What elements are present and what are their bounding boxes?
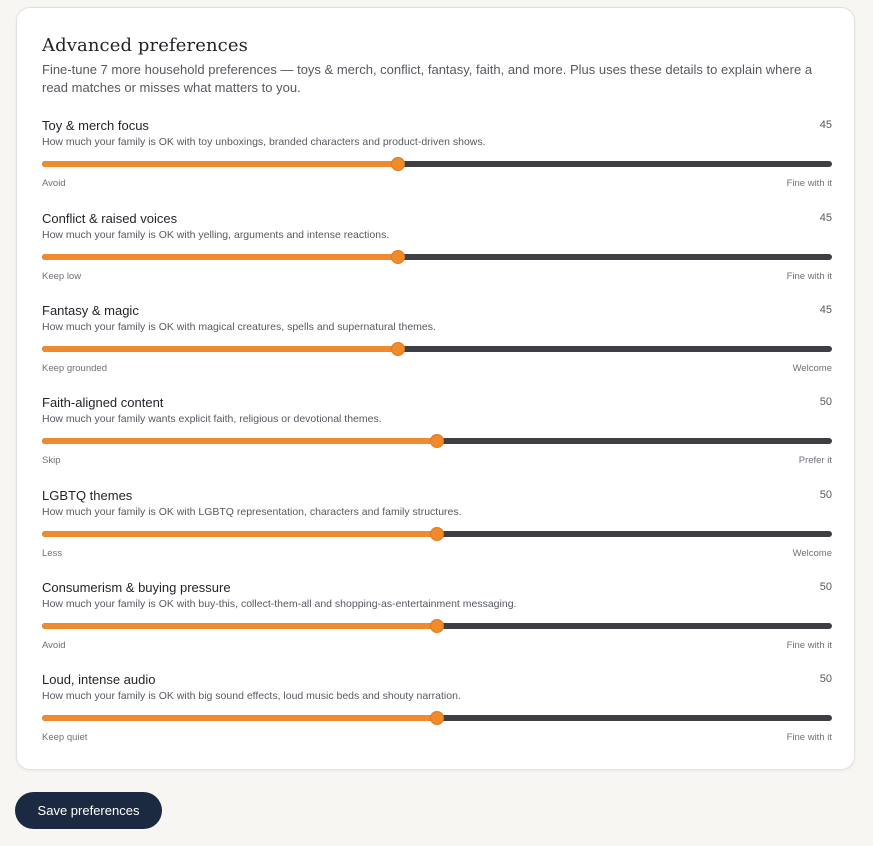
pref-label: Loud, intense audio	[42, 672, 156, 687]
slider-fill	[42, 715, 437, 721]
pref-toy-merch-focus	[42, 118, 832, 198]
slider-max-label: Fine with it	[786, 178, 832, 189]
audio-slider[interactable]	[42, 711, 832, 725]
pref-label: LGBTQ themes	[42, 488, 133, 503]
slider-max-label: Fine with it	[786, 732, 832, 743]
slider-max-label: Fine with it	[786, 271, 832, 282]
fantasy-slider[interactable]	[42, 342, 832, 356]
slider-min-label: Avoid	[42, 178, 66, 189]
conflict-slider[interactable]	[42, 250, 832, 264]
slider-min-label: Less	[42, 548, 63, 559]
pref-description: How much your family is OK with magical creatures, spells and supernatural themes.	[42, 321, 436, 333]
pref-description: How much your family is OK with toy unboxings, branded characters and product-driven shows.	[42, 136, 486, 148]
pref-label: Conflict & raised voices	[42, 211, 178, 226]
slider-fill	[42, 161, 398, 167]
save-preferences-button[interactable]: Save preferences	[15, 792, 162, 829]
consumerism-slider[interactable]	[42, 619, 832, 633]
slider-fill	[42, 346, 398, 352]
slider-max-label: Welcome	[792, 363, 832, 374]
slider-thumb[interactable]	[431, 620, 443, 632]
pref-value: 50	[819, 581, 832, 593]
pref-description: How much your family is OK with yelling, arguments and intense reactions.	[42, 229, 390, 241]
slider-thumb[interactable]	[431, 435, 443, 447]
slider-min-label: Skip	[42, 455, 61, 466]
section-title: Advanced preferences	[42, 35, 248, 56]
pref-value: 45	[819, 304, 832, 316]
pref-label: Consumerism & buying pressure	[42, 580, 231, 595]
slider-max-label: Welcome	[792, 548, 832, 559]
pref-label: Fantasy & magic	[42, 303, 139, 318]
toy-merch-slider[interactable]	[42, 157, 832, 171]
pref-lgbtq-themes	[42, 488, 832, 568]
pref-label: Toy & merch focus	[42, 118, 149, 133]
pref-value: 50	[819, 396, 832, 408]
slider-fill	[42, 531, 437, 537]
pref-value: 50	[819, 673, 832, 685]
pref-value: 50	[819, 489, 832, 501]
slider-thumb[interactable]	[431, 712, 443, 724]
advanced-preferences-card	[16, 7, 855, 770]
slider-thumb[interactable]	[392, 158, 404, 170]
faith-slider[interactable]	[42, 434, 832, 448]
section-intro: Fine-tune 7 more household preferences — toys & merch, conflict, fantasy, faith, and more. Plus uses these details to explain where a read matches or misses what matters to you.	[42, 62, 813, 95]
pref-description: How much your family is OK with buy-this, collect-them-all and shopping-as-entertainment messaging.	[42, 598, 517, 610]
slider-fill	[42, 623, 437, 629]
slider-fill	[42, 254, 398, 260]
pref-conflict-raised-voices	[42, 211, 832, 291]
pref-fantasy-magic	[42, 303, 832, 383]
pref-faith-aligned-content	[42, 395, 832, 475]
slider-min-label: Keep grounded	[42, 363, 107, 374]
slider-fill	[42, 438, 437, 444]
pref-label: Faith-aligned content	[42, 395, 164, 410]
slider-thumb[interactable]	[431, 528, 443, 540]
slider-min-label: Keep quiet	[42, 732, 88, 743]
slider-max-label: Fine with it	[786, 640, 832, 651]
pref-description: How much your family is OK with LGBTQ representation, characters and family structures.	[42, 506, 462, 518]
pref-value: 45	[819, 119, 832, 131]
slider-min-label: Keep low	[42, 271, 82, 282]
pref-consumerism	[42, 580, 832, 660]
slider-thumb[interactable]	[392, 251, 404, 263]
pref-description: How much your family wants explicit faith, religious or devotional themes.	[42, 413, 382, 425]
slider-max-label: Prefer it	[798, 455, 832, 466]
lgbtq-slider[interactable]	[42, 527, 832, 541]
slider-thumb[interactable]	[392, 343, 404, 355]
pref-loud-intense-audio	[42, 672, 832, 752]
pref-value: 45	[819, 212, 832, 224]
pref-description: How much your family is OK with big sound effects, loud music beds and shouty narration.	[42, 690, 461, 702]
slider-min-label: Avoid	[42, 640, 66, 651]
